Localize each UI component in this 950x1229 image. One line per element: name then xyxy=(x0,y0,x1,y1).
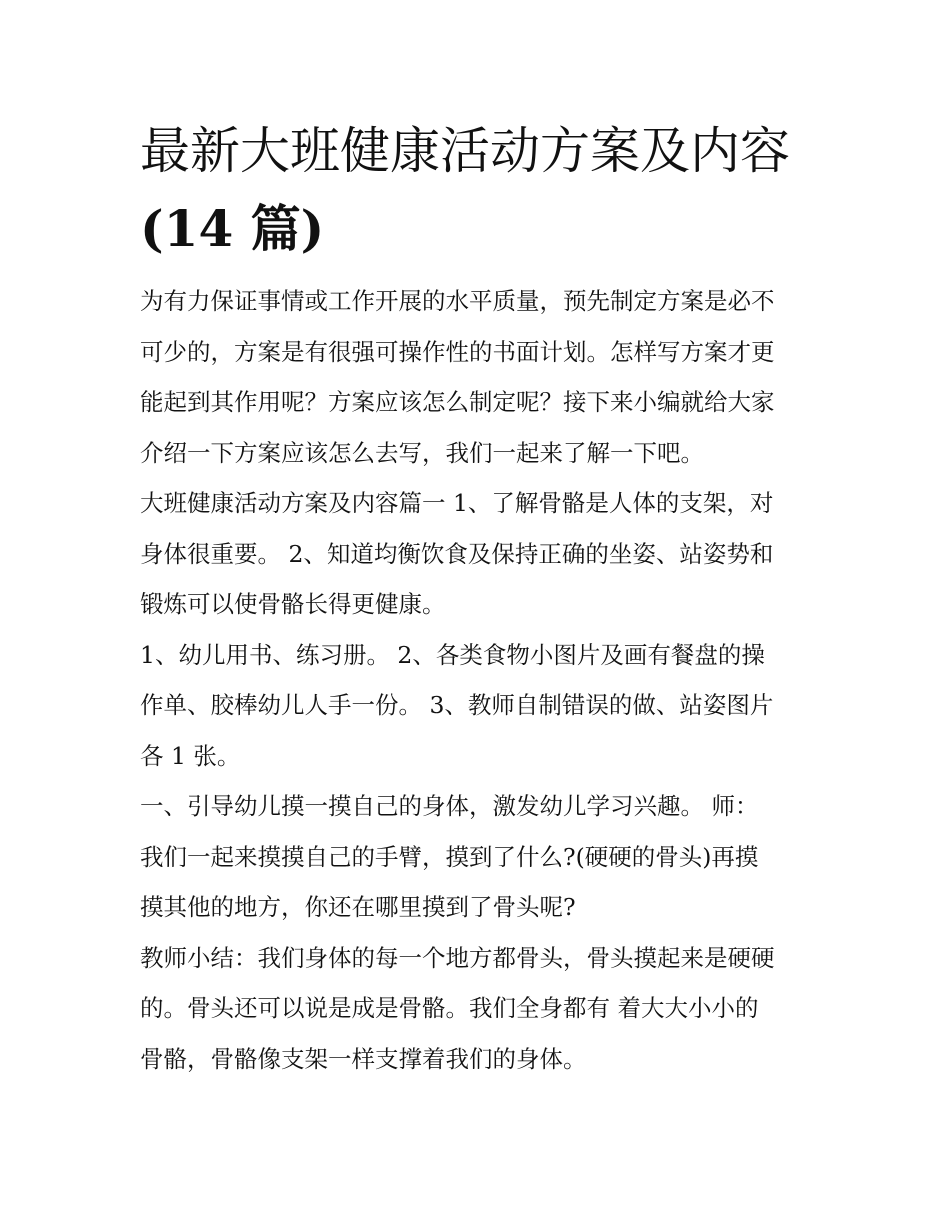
body-line: 我们一起来摸摸自己的手臂，摸到了什么?(硬硬的骨头)再摸 xyxy=(140,842,759,871)
body-line: 一、引导幼儿摸一摸自己的身体，激发幼儿学习兴趣。 师： xyxy=(140,792,759,820)
document-body xyxy=(140,276,820,1084)
body-line: 作单、胶棒幼儿人手一份。 3、教师自制错误的做、站姿图片 xyxy=(140,691,774,719)
body-line: 介绍一下方案应该怎么去写，我们一起来了解一下吧。 xyxy=(140,438,704,467)
body-line: 各 1 张。 xyxy=(140,741,241,770)
body-line: 为有力保证事情或工作开展的水平质量，预先制定方案是必不 xyxy=(140,287,775,315)
body-line: 1、幼儿用书、练习册。 2、各类食物小图片及画有餐盘的操 xyxy=(140,640,765,669)
body-line: 身体很重要。 2、知道均衡饮食及保持正确的坐姿、站姿势和 xyxy=(140,539,774,568)
body-line: 骨骼，骨骼像支架一样支撑着我们的身体。 xyxy=(140,1044,587,1073)
body-line: 可少的，方案是有很强可操作性的书面计划。怎样写方案才更 xyxy=(140,337,775,366)
body-line: 教师小结：我们身体的每一个地方都骨头，骨头摸起来是硬硬 xyxy=(140,943,775,972)
body-line: 摸其他的地方，你还在哪里摸到了骨头呢? xyxy=(140,893,576,921)
title-line-2: (14 篇) xyxy=(140,199,325,258)
title-line-1: 最新大班健康活动方案及内容 xyxy=(140,122,790,180)
body-line: 大班健康活动方案及内容篇一 1、了解骨骼是人体的支架，对 xyxy=(140,489,774,517)
body-line: 的。骨头还可以说是成是骨骼。我们全身都有 着大大小小的 xyxy=(140,994,759,1022)
body-line: 能起到其作用呢？方案应该怎么制定呢？接下来小编就给大家 xyxy=(140,388,775,416)
document-title xyxy=(140,112,820,268)
body-line: 锻炼可以使骨骼长得更健康。 xyxy=(140,590,446,618)
